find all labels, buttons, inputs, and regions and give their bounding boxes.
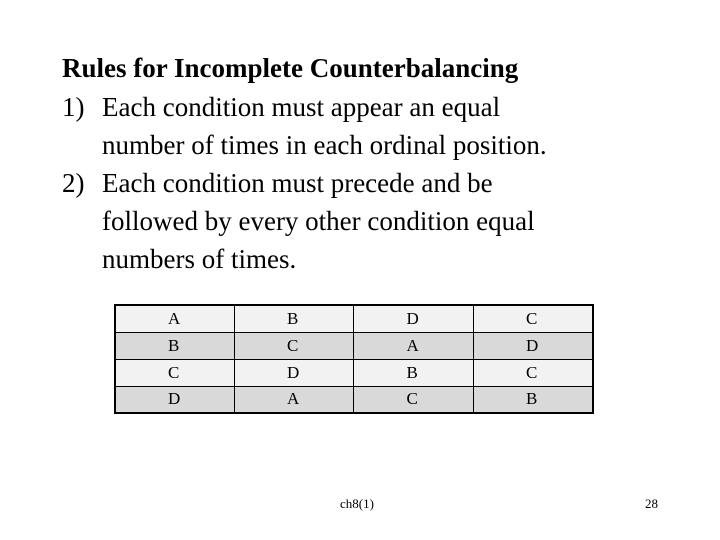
table-row	[115, 305, 593, 332]
rule-text-line: number of times in each ordinal position.	[102, 130, 547, 160]
rules-list	[62, 88, 682, 278]
rule-item-2	[62, 164, 682, 278]
rule-text-line: Each condition must appear an equal	[102, 92, 501, 122]
table-cell: C	[473, 359, 593, 386]
rule-text-line: numbers of times.	[102, 244, 297, 274]
table-cell: D	[235, 359, 354, 386]
table-cell: C	[235, 332, 354, 359]
table-cell: C	[354, 386, 473, 413]
table-cell: A	[354, 332, 473, 359]
table-cell: B	[473, 386, 593, 413]
table-cell: D	[115, 386, 235, 413]
table-cell: C	[473, 305, 593, 332]
table-cell: D	[473, 332, 593, 359]
table-cell: B	[115, 332, 235, 359]
table-cell: D	[354, 305, 473, 332]
rule-number: 1)	[62, 92, 85, 122]
rule-item-1	[62, 88, 682, 164]
table-cell: B	[354, 359, 473, 386]
slide-title: Rules for Incomplete Counterbalancing	[62, 53, 519, 83]
table-cell: A	[115, 305, 235, 332]
footer-label: ch8(1)	[340, 496, 374, 511]
table-cell: C	[115, 359, 235, 386]
table-cell: A	[235, 386, 354, 413]
counterbalancing-table	[114, 304, 594, 414]
page-number: 28	[645, 496, 658, 511]
rule-text-line: followed by every other condition equal	[102, 206, 535, 236]
rule-number: 2)	[62, 168, 85, 198]
table-row	[115, 359, 593, 386]
table-cell: B	[235, 305, 354, 332]
rule-text-line: Each condition must precede and be	[102, 168, 493, 198]
table-row	[115, 332, 593, 359]
table-row	[115, 386, 593, 413]
